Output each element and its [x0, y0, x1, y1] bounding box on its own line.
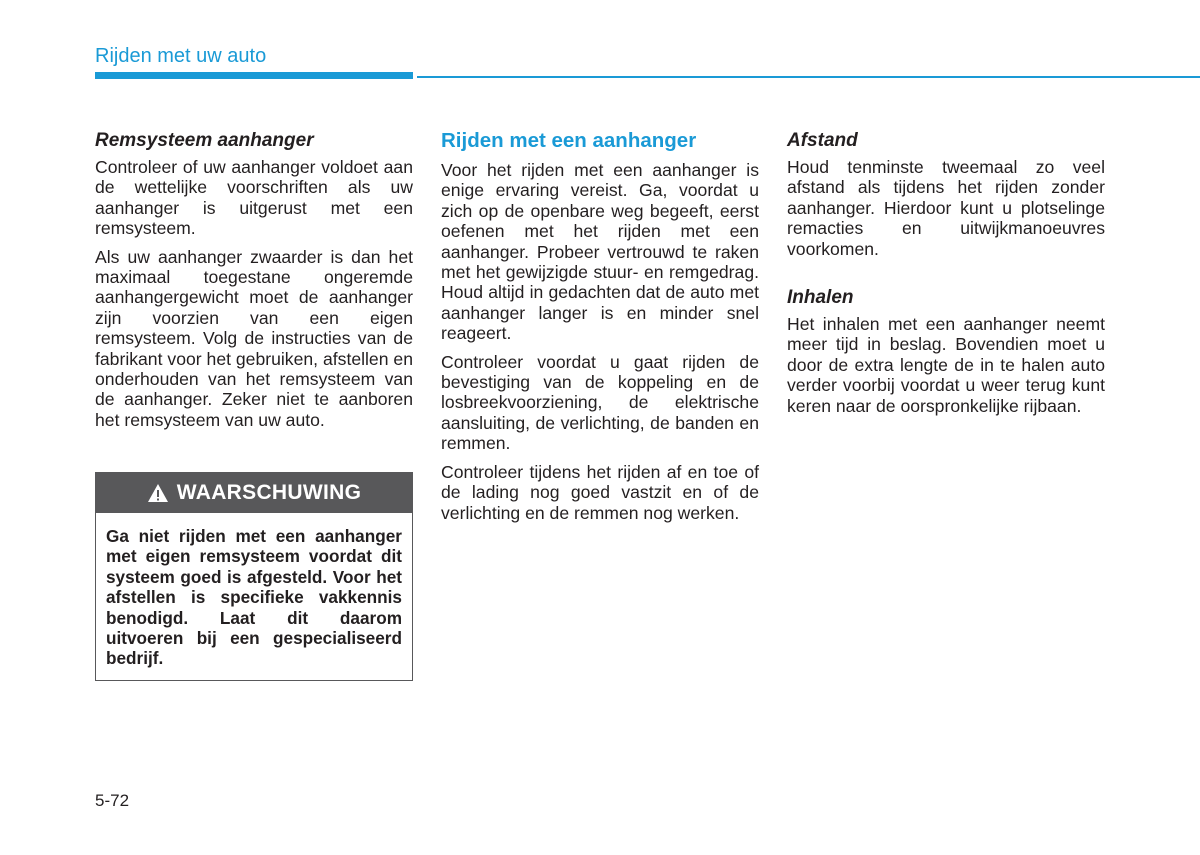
paragraph: Als uw aanhanger zwaarder is dan het maximaal toegestane ongeremde aanhangergewicht moet de aanhanger zijn voorzien van een eigen remsysteem. Volg de instructies van de fabrikant voor het gebruiken, afstellen en onderhouden van het remsysteem van de aanhanger. Zeker niet te aanboren het remsysteem van uw auto.: [95, 246, 413, 430]
header-rule-thin: [417, 76, 1200, 78]
column-3: [787, 128, 1105, 424]
paragraph: Houd tenminste tweemaal zo veel afstand als tijdens het rijden zonder aanhanger. Hierdoor kunt u plotselinge remacties en uitwijkmanoeuvres voorkomen.: [787, 157, 1105, 259]
warning-triangle-icon: [147, 483, 169, 503]
subheading-remsysteem: Remsysteem aanhanger: [95, 130, 314, 151]
warning-text: Ga niet rijden met een aanhanger met eigen remsysteem voordat dit systeem goed is afgesteld. Voor het afstellen is specifieke vakkennis benodigd. Laat dit daarom uitvoeren bij een gespecialiseerd bedrijf.: [106, 526, 402, 669]
section-heading: Rijden met een aanhanger: [441, 129, 697, 152]
page-number: 5-72: [95, 791, 130, 810]
paragraph: Het inhalen met een aanhanger neemt meer tijd in beslag. Bovendien moet u door de extra lengte de in te halen auto verder voorbij voordat u weer terug kunt keren naar de oorspronkelijke rijbaan.: [787, 314, 1105, 416]
paragraph: Controleer voordat u gaat rijden de bevestiging van de koppeling en de losbreekvoorziening, de elektrische aansluiting, de verlichting, de banden en remmen.: [441, 351, 759, 454]
warning-header: [96, 473, 412, 513]
warning-box: [95, 472, 413, 681]
header-rule-thick: [95, 72, 413, 79]
column-1: [95, 128, 413, 438]
paragraph: Controleer of uw aanhanger voldoet aan de wettelijke voorschriften als uw aanhanger is uitgerust met een remsysteem.: [95, 157, 413, 239]
paragraph: Voor het rijden met een aanhanger is enige ervaring vereist. Ga, voordat u zich op de openbare weg begeeft, eerst oefenen met het rijden met een aanhanger. Probeer vertrouwd te raken met het gewijzigde stuur- en remgedrag. Houd altijd in gedachten dat de auto met aanhanger langer is en minder snel reageert.: [441, 160, 759, 344]
subheading-afstand: Afstand: [787, 130, 858, 151]
subheading-inhalen: Inhalen: [787, 287, 854, 309]
warning-label: WAARSCHUWING: [176, 481, 362, 504]
paragraph: Controleer tijdens het rijden af en toe of de lading nog goed vastzit en of de verlichting en de remmen nog werken.: [441, 461, 759, 523]
section-title: Rijden met uw auto: [95, 45, 267, 67]
column-2: [441, 128, 759, 531]
